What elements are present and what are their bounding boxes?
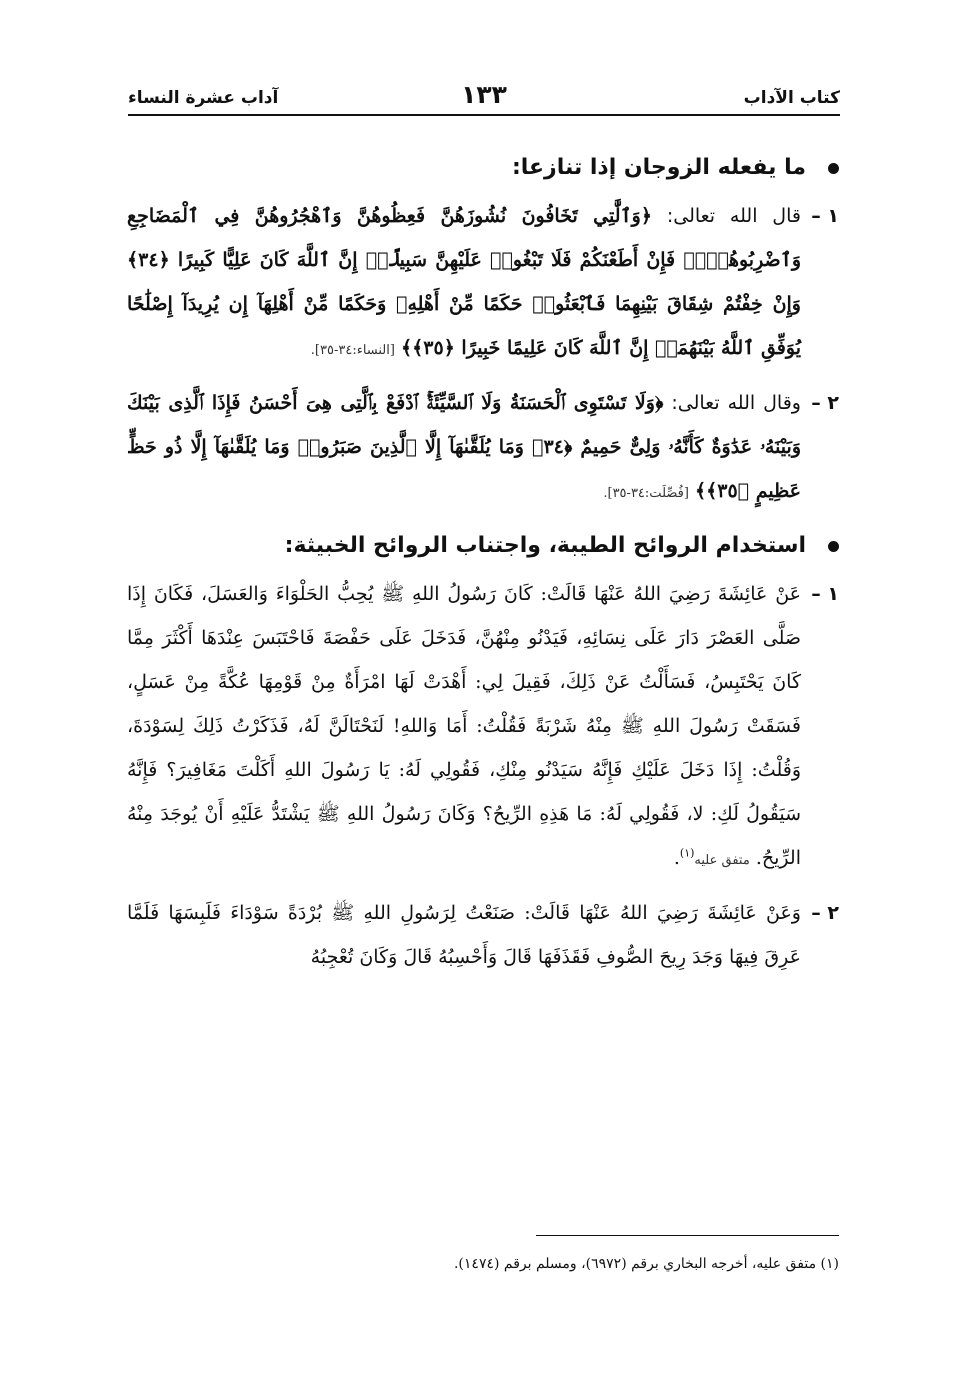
verse-citation: [النساء:٣٤-٣٥]. <box>310 343 395 358</box>
list-item <box>127 572 839 883</box>
list-item <box>127 381 839 516</box>
quran-verse: ﴿وَٱلَّٰتِي تَخَافُونَ نُشُوزَهُنَّ فَعِظُوهُنَّ وَٱهْجُرُوهُنَّ فِي ٱلْمَضَاجِعِ وَٱضْرِبُوهُنَّۖ فَإِنْ أَطَعْنَكُمْ فَلَا تَبْغُوا۟ عَلَيْهِنَّ سَبِيلًاۗ إِنَّ ٱللَّهَ كَانَ عَلِيًّا كَبِيرًا ﴿٣٤﴾ وَإِنْ خِفْتُمْ شِقَاقَ بَيْنِهِمَا فَٱبْعَثُوا۟ حَكَمًا مِّنْ أَهْلِهِۦ وَحَكَمًا مِّنْ أَهْلِهَآ إِن يُرِيدَآ إِصْلَٰحًا يُوَفِّقِ ٱللَّهُ بَيْنَهُمَآۗ إِنَّ ٱللَّهَ كَانَ عَلِيمًا خَبِيرًا ﴿٣٥﴾﴾ <box>127 205 801 359</box>
hadith-end: . <box>673 847 680 869</box>
footnote: (١) متفق عليه، أخرجه البخاري برقم (٦٩٧٢)، ومسلم برقم (١٤٧٤). <box>453 1256 839 1272</box>
section-heading-text: استخدام الروائح الطيبة، واجتناب الروائح الخبيثة: <box>284 533 806 558</box>
footnote-rule <box>536 1235 839 1236</box>
header-rule <box>128 114 840 116</box>
item-number: ٢ – <box>811 902 839 924</box>
bullet-icon <box>828 163 839 174</box>
section-heading <box>127 524 839 568</box>
footnote-reference[interactable]: (١) <box>679 846 695 860</box>
chapter-title: آداب عشرة النساء <box>128 88 279 108</box>
hadith-text: عَنْ عَائِشَةَ رَضِيَ اللهُ عَنْهَا قَالَتْ: كَانَ رَسُولُ اللهِ ﷺ يُحِبُّ الحَلْوَاءَ وَالعَسَلَ، فَكَانَ إِذَا صَلَّى العَصْرَ دَارَ عَلَى نِسَائِهِ، فَيَدْنُو مِنْهُنَّ، فَدَخَلَ عَلَى حَفْصَةَ فَاحْتَبَسَ عِنْدَهَا أَكْثَرَ مِمَّا كَانَ يَحْتَبِسُ، فَسَأَلْتُ عَنْ ذَلِكَ، فَقِيلَ لِي: أَهْدَتْ لَهَا امْرَأَةٌ مِنْ قَوْمِهَا عُكَّةً مِنْ عَسَلٍ، فَسَقَتْ رَسُولَ اللهِ ﷺ مِنْهُ شَرْبَةً فَقُلْتُ: أَمَا وَاللهِ! لَنَحْتَالَنَّ لَهُ، فَذَكَرْتُ ذَلِكَ لِسَوْدَةَ، وَقُلْتُ: إِذَا دَخَلَ عَلَيْكِ فَإِنَّهُ سَيَدْنُو مِنْكِ، فَقُولِي لَهُ: يَا رَسُولَ اللهِ أَكَلْتَ مَغَافِيرَ؟ فَإِنَّهُ سَيَقُولُ لَكِ: لا، فَقُولِي لَهُ: مَا هَذِهِ الرِّيحُ؟ وَكَانَ رَسُولُ اللهِ ﷺ يَشْتَدُّ عَلَيْهِ أَنْ يُوجَدَ مِنْهُ الرِّيحُ. <box>127 583 801 869</box>
main-content <box>127 140 839 987</box>
section-heading <box>127 146 839 190</box>
list-item <box>127 194 839 373</box>
hadith-text: وَعَنْ عَائِشَةَ رَضِيَ اللهُ عَنْهَا قَالَتْ: صَنَعْتُ لِرَسُولِ اللهِ ﷺ بُرْدَةً سَوْدَاءَ فَلَبِسَهَا فَلَمَّا عَرِقَ فِيهَا وَجَدَ رِيحَ الصُّوفِ فَقَذَفَهَا قَالَ وَأَحْسِبُهُ قَالَ وَكَانَ تُعْجِبُهُ <box>127 902 801 968</box>
verse-citation: [فُصِّلَت:٣٤-٣٥]. <box>603 486 689 501</box>
page-number: ١٣٣ <box>461 80 507 109</box>
item-number: ١ – <box>811 205 839 227</box>
bullet-icon <box>828 541 839 552</box>
list-item <box>127 891 839 979</box>
running-head <box>128 80 840 116</box>
section-heading-text: ما يفعله الزوجان إذا تنازعا: <box>511 155 806 180</box>
item-number: ١ – <box>811 583 839 605</box>
book-title: كتاب الآداب <box>743 88 840 108</box>
item-intro: وقال الله تعالى: <box>671 392 801 414</box>
hadith-attribution: متفق عليه <box>694 853 750 868</box>
quran-verse: ﴿وَلَا تَسْتَوِى ٱلْحَسَنَةُ وَلَا ٱلسَّيِّئَةُۚ ٱدْفَعْ بِٱلَّتِى هِىَ أَحْسَنُ فَإِذَا ٱلَّذِى بَيْنَكَ وَبَيْنَهُۥ عَدَٰوَةٌ كَأَنَّهُۥ وَلِىٌّ حَمِيمٌ ﴿٣٤﴾ وَمَا يُلَقَّىٰهَآ إِلَّا ٱلَّذِينَ صَبَرُوا۟ وَمَا يُلَقَّىٰهَآ إِلَّا ذُو حَظٍّ عَظِيمٍ ﴿٣٥﴾﴾ <box>127 392 802 502</box>
item-number: ٢ – <box>811 392 839 414</box>
item-intro: قال الله تعالى: <box>666 205 801 227</box>
